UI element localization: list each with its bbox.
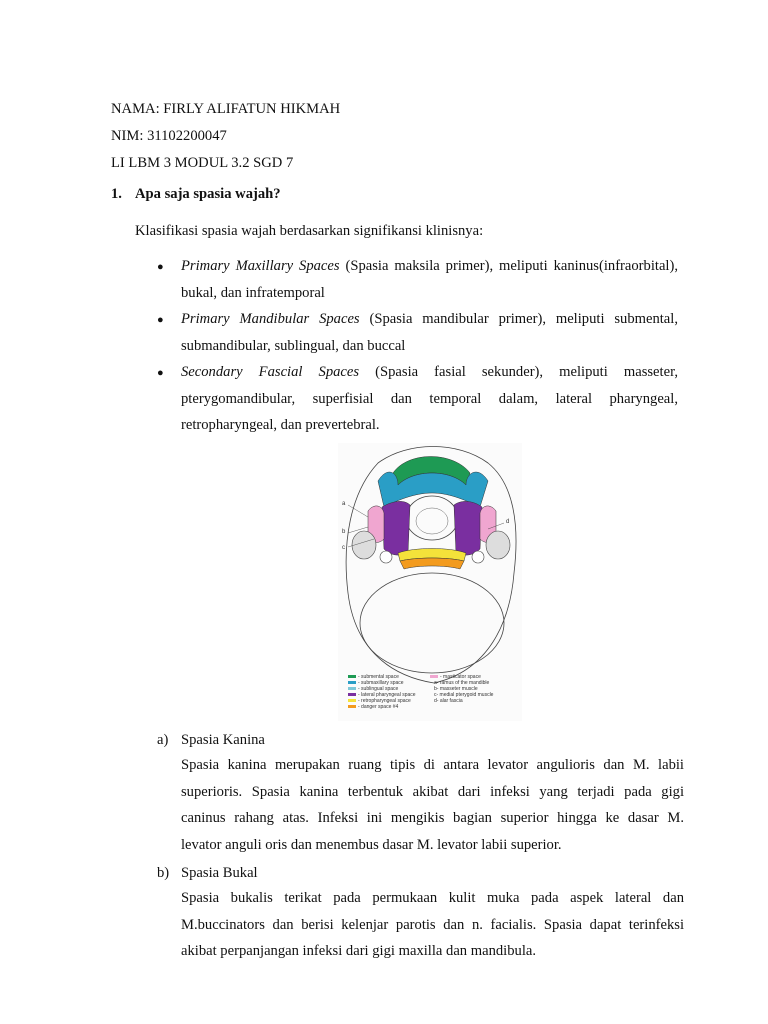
student-nim: NIM: 31102200047	[111, 128, 227, 144]
bullet-dot: ●	[157, 314, 164, 326]
legend-item: - submaxillary space	[358, 680, 404, 686]
section-title-bukal: Spasia Bukal	[181, 865, 258, 881]
legend-item: - retropharyngeal space	[358, 698, 411, 704]
callout-a: a	[342, 501, 346, 507]
legend-item: - lateral pharyngeal space	[358, 692, 416, 698]
section-marker-b: b)	[157, 865, 170, 881]
bullet-item-primary-maxillary: Primary Maxillary Spaces (Spasia maksila primer), meliputi kaninus(infraorbital), bukal, dan infratemporal	[181, 258, 678, 301]
bullet-dot: ●	[157, 261, 164, 273]
student-name: NAMA: FIRLY ALIFATUN HIKMAH	[111, 101, 341, 117]
callout-c: c	[342, 545, 345, 551]
question-number: 1.	[111, 186, 122, 202]
bullet-item-primary-mandibular: Primary Mandibular Spaces (Spasia mandibular primer), meliputi submental, submandibular, sublingual, dan buccal	[181, 311, 678, 354]
fascial-spaces-diagram	[338, 443, 522, 721]
legend-item: c- medial pterygoid muscle	[434, 692, 494, 698]
callout-d: d	[506, 519, 510, 525]
section-title-kanina: Spasia Kanina	[181, 732, 265, 748]
callout-b: b	[342, 529, 346, 535]
legend-item: - masticator space	[440, 674, 481, 680]
legend-item: d- alar fascia	[434, 698, 463, 704]
legend-item: - danger space #4	[358, 704, 399, 710]
intro-text: Klasifikasi spasia wajah berdasarkan signifikansi klinisnya:	[135, 223, 484, 239]
legend	[348, 674, 494, 710]
bullet-dot: ●	[157, 367, 164, 379]
legend-item: b- masseter muscle	[434, 686, 478, 692]
section-body-kanina: Spasia kanina merupakan ruang tipis di antara levator angulioris dan M. labii superioris. Spasia kanina terbentuk akibat dari infeksi yang terjadi pada gigi caninus rahang atas. Infeksi ini mengikis bagian superior hingga ke dasar M. levator anguli oris dan menembus dasar M. levator labii superior.	[181, 757, 684, 853]
legend-item: a- ramus of the mandible	[434, 680, 490, 686]
section-marker-a: a)	[157, 732, 169, 748]
bullet-item-secondary-fascial: Secondary Fascial Spaces (Spasia fasial sekunder), meliputi masseter, pterygomandibular, superfisial dan temporal dalam, lateral pharyngeal, retropharyngeal, dan prevertebral.	[181, 364, 678, 434]
module-line: LI LBM 3 MODUL 3.2 SGD 7	[111, 155, 294, 171]
legend-item: - sublingual space	[358, 686, 399, 692]
section-body-bukal: Spasia bukalis terikat pada permukaan kulit muka pada aspek lateral dan M.buccinators dan berisi kelenjar parotis dan n. facialis. Spasia dapat terinfeksi akibat perpanjangan infeksi dari gigi maxilla dan mandibula.	[181, 890, 684, 960]
legend-item: - submental space	[358, 674, 399, 680]
question-text: Apa saja spasia wajah?	[135, 186, 281, 202]
